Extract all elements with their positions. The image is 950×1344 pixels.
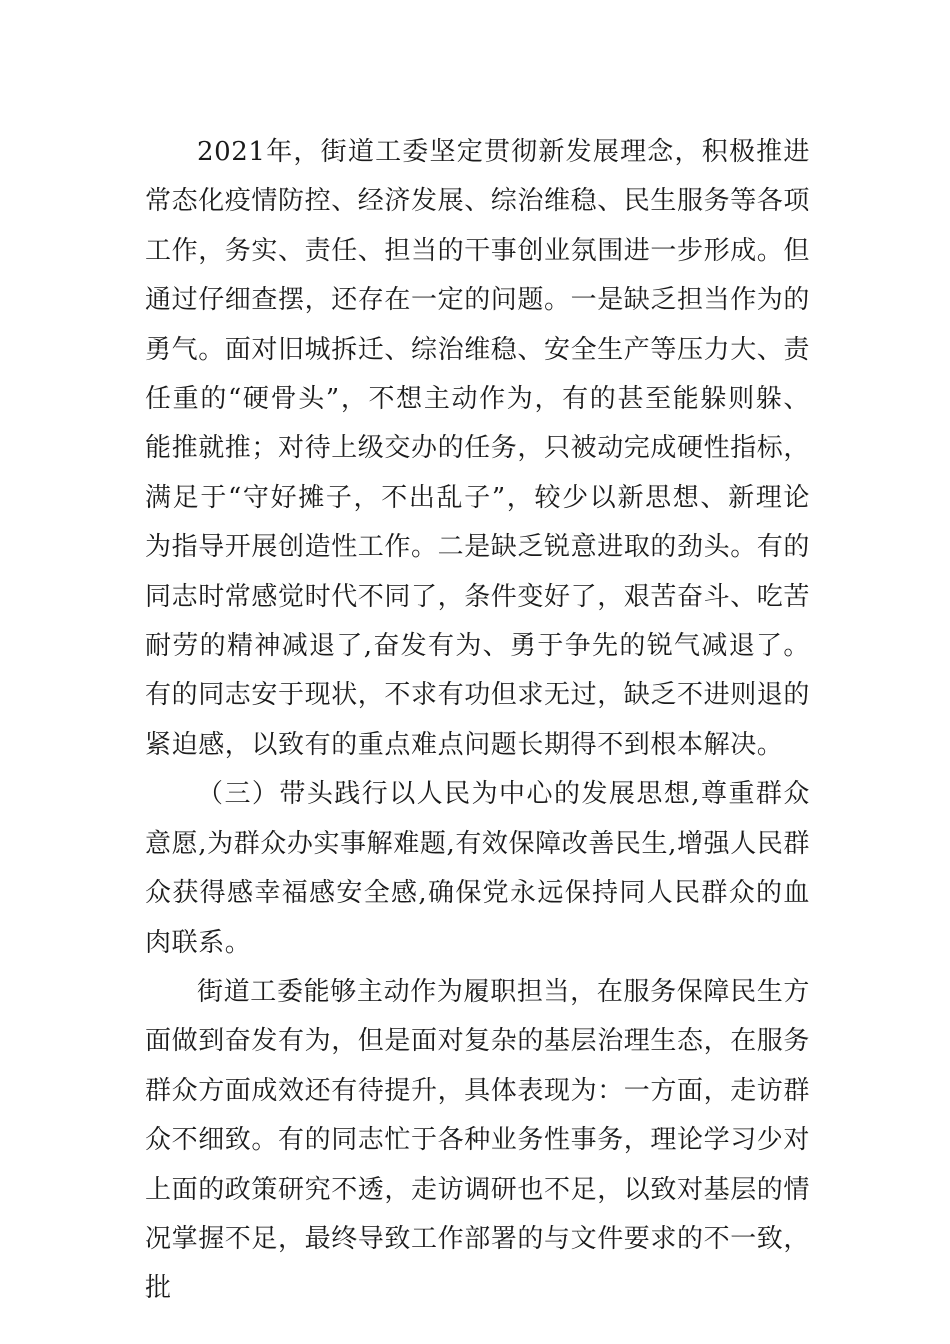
document-body [145,128,810,1314]
paragraph-section-three-heading: （三）带头践行以人民为中心的发展思想,尊重群众意愿,为群众办实事解难题,有效保障改善民生,增强人民群众获得感幸福感安全感,确保党永远保持同人民群众的血肉联系。 [145,779,810,958]
paragraph-service-to-masses: 街道工委能够主动作为履职担当，在服务保障民生方面做到奋发有为，但是面对复杂的基层治理生态，在服务群众方面成效还有待提升，具体表现为：一方面，走访群众不细致。有的同志忙于各种业务性事务，理论学习少对上面的政策研究不透，走访调研也不足，以致对基层的情况掌握不足，最终导致工作部署的与文件要求的不一致，批 [145,976,811,1304]
paragraph-street-committee-problems: 2021年，街道工委坚定贯彻新发展理念，积极推进常态化疫情防控、经济发展、综治维稳、民生服务等各项工作，务实、责任、担当的干事创业氛围进一步形成。但通过仔细查摆，还存在一定的问题。一是缺乏担当作为的勇气。面对旧城拆迁、综治维稳、安全生产等压力大、责任重的“硬骨头”，不想主动作为，有的甚至能躲则躲、能推就推；对待上级交办的任务，只被动完成硬性指标，满足于“守好摊子，不出乱子”，较少以新思想、新理论为指导开展创造性工作。二是缺乏锐意进取的劲头。有的同志时常感觉时代不同了，条件变好了，艰苦奋斗、吃苦耐劳的精神减退了,奋发有为、勇于争先的锐气减退了。有的同志安于现状，不求有功但求无过，缺乏不进则退的紧迫感，以致有的重点难点问题长期得不到根本解决。 [145,137,811,760]
